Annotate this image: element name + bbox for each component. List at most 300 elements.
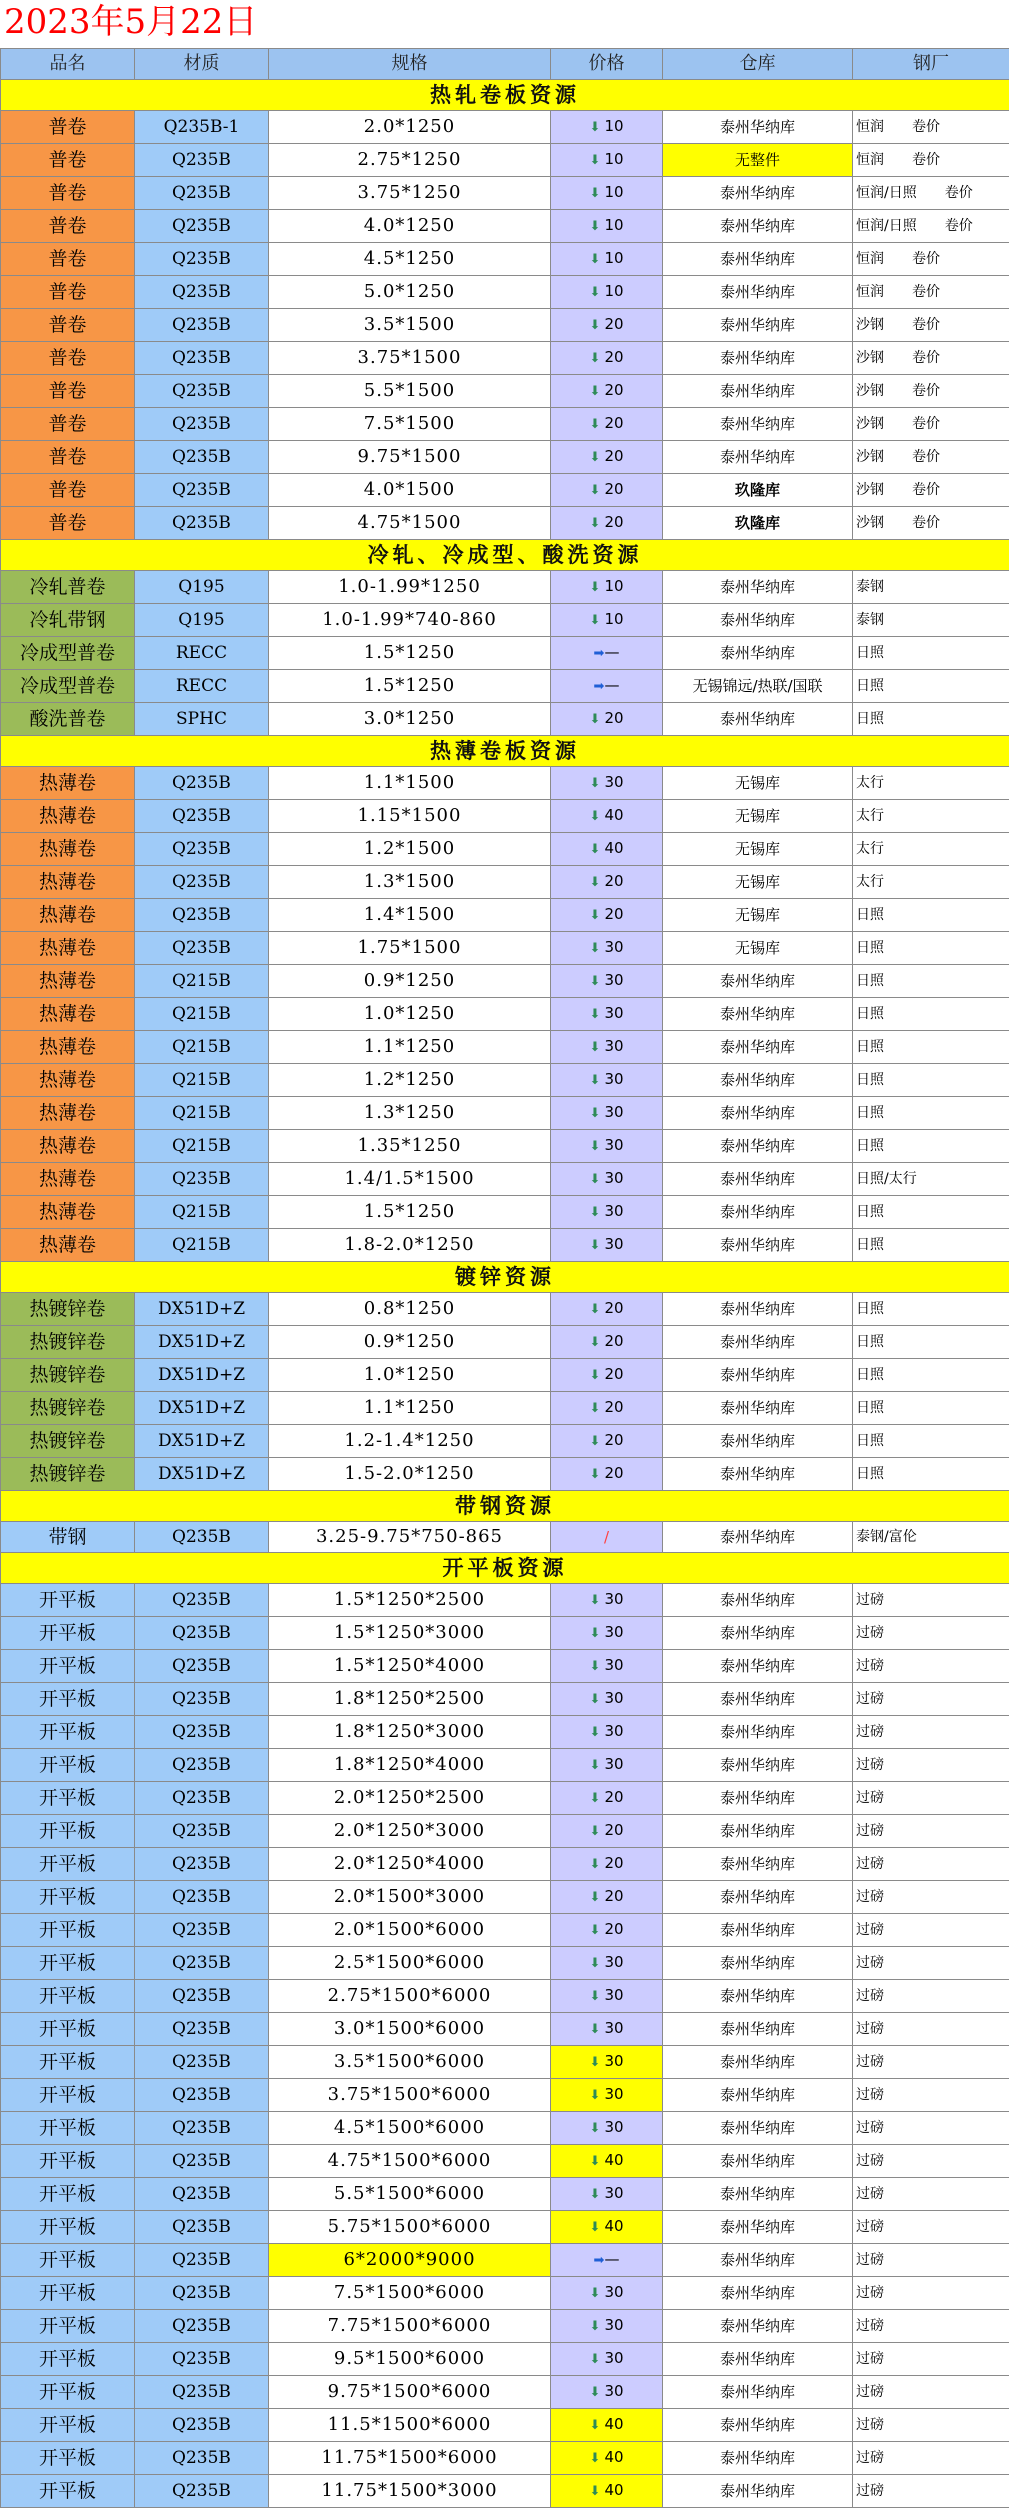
price-change-cell [551,1782,663,1815]
warehouse-cell: 泰州华纳库 [663,1425,853,1458]
warehouse-cell: 泰州华纳库 [663,1196,853,1229]
product-name-cell: 热薄卷 [1,932,135,965]
product-name-cell: 开平板 [1,2409,135,2442]
product-name-cell: 热镀锌卷 [1,1425,135,1458]
table-row [1,276,1009,309]
price-change-value: 30 [604,2052,623,2070]
spec-cell: 1.1*1500 [269,767,551,800]
table-row [1,375,1009,408]
table-row [1,1782,1009,1815]
steel-mill-cell: 日照 [853,1458,1009,1491]
price-change-cell [551,1229,663,1262]
spec-cell: 11.75*1500*6000 [269,2442,551,2475]
table-row [1,1683,1009,1716]
down-arrow-icon: ⬇ [589,941,604,956]
spec-cell: 5.75*1500*6000 [269,2211,551,2244]
warehouse-cell: 泰州华纳库 [663,2409,853,2442]
spec-cell: 2.5*1500*6000 [269,1947,551,1980]
material-cell: Q235B [135,866,269,899]
material-cell: RECC [135,637,269,670]
material-cell: Q215B [135,965,269,998]
steel-mill-cell: 日照 [853,1130,1009,1163]
material-cell: Q235B [135,1782,269,1815]
product-name-cell: 热薄卷 [1,998,135,1031]
down-arrow-icon: ⬇ [589,1626,604,1641]
price-change-cell [551,1097,663,1130]
spec-cell: 9.75*1500*6000 [269,2376,551,2409]
steel-mill-cell: 过磅 [853,2013,1009,2046]
down-arrow-icon: ⬇ [589,2451,604,2466]
table-row [1,111,1009,144]
steel-mill-cell: 沙钢 卷价 [853,474,1009,507]
price-change-value: 20 [604,1821,623,1839]
down-arrow-icon: ⬇ [589,252,604,267]
spec-cell: 1.0*1250 [269,1359,551,1392]
table-row [1,998,1009,1031]
product-name-cell: 开平板 [1,2343,135,2376]
steel-mill-cell: 过磅 [853,1584,1009,1617]
spec-cell: 2.0*1500*6000 [269,1914,551,1947]
table-row [1,932,1009,965]
down-arrow-icon: ⬇ [589,1172,604,1187]
warehouse-cell: 泰州华纳库 [663,111,853,144]
price-change-cell [551,767,663,800]
price-change-value: 30 [604,2316,623,2334]
material-cell: Q215B [135,998,269,1031]
material-cell: Q235B [135,2475,269,2508]
warehouse-cell: 泰州华纳库 [663,1064,853,1097]
spec-cell: 3.75*1500*6000 [269,2079,551,2112]
material-cell: Q235B [135,2409,269,2442]
price-change-cell [551,1584,663,1617]
spec-cell: 7.5*1500*6000 [269,2277,551,2310]
price-change-cell [551,1326,663,1359]
warehouse-cell: 泰州华纳库 [663,571,853,604]
down-arrow-icon: ⬇ [589,384,604,399]
table-row [1,2409,1009,2442]
material-cell: Q235B [135,1683,269,1716]
spec-cell: 4.0*1250 [269,210,551,243]
down-arrow-icon: ⬇ [589,1106,604,1121]
product-name-cell: 开平板 [1,2079,135,2112]
down-arrow-icon: ⬇ [589,1758,604,1773]
table-row [1,342,1009,375]
product-name-cell: 热薄卷 [1,1097,135,1130]
material-cell: Q215B [135,1130,269,1163]
price-change-cell [551,571,663,604]
price-change-value: 20 [604,513,623,531]
price-change-cell [551,637,663,670]
price-change-cell [551,1617,663,1650]
steel-mill-cell: 太行 [853,866,1009,899]
spec-cell: 1.0-1.99*740-860 [269,604,551,637]
material-cell: Q235B-1 [135,111,269,144]
table-row [1,2211,1009,2244]
table-row [1,507,1009,540]
material-cell: Q235B [135,1716,269,1749]
warehouse-cell: 泰州华纳库 [663,2310,853,2343]
steel-mill-cell: 日照 [853,965,1009,998]
table-row [1,604,1009,637]
price-change-value: 30 [604,1202,623,1220]
warehouse-cell: 泰州华纳库 [663,965,853,998]
down-arrow-icon: ⬇ [589,1791,604,1806]
warehouse-cell: 泰州华纳库 [663,2244,853,2277]
table-row [1,1881,1009,1914]
price-change-value: 30 [604,1169,623,1187]
price-change-value: 30 [604,773,623,791]
table-row [1,1617,1009,1650]
price-change-cell [551,342,663,375]
spec-cell: 3.75*1250 [269,177,551,210]
table-row [1,441,1009,474]
price-change-value: 30 [604,938,623,956]
steel-mill-cell: 恒润 卷价 [853,144,1009,177]
price-change-cell [551,2211,663,2244]
warehouse-cell: 无锡库 [663,767,853,800]
product-name-cell: 开平板 [1,1617,135,1650]
table-row [1,2145,1009,2178]
spec-cell: 2.75*1500*6000 [269,1980,551,2013]
material-cell: Q235B [135,2376,269,2409]
price-change-cell [551,177,663,210]
price-change-cell [551,2310,663,2343]
steel-mill-cell: 太行 [853,800,1009,833]
warehouse-cell: 无锡库 [663,932,853,965]
price-change-cell [551,1522,663,1553]
price-change-cell [551,670,663,703]
warehouse-cell: 泰州华纳库 [663,1914,853,1947]
product-name-cell: 开平板 [1,2310,135,2343]
product-name-cell: 普卷 [1,507,135,540]
spec-cell: 0.9*1250 [269,1326,551,1359]
steel-mill-cell: 过磅 [853,2310,1009,2343]
warehouse-cell: 泰州华纳库 [663,441,853,474]
warehouse-cell: 泰州华纳库 [663,1293,853,1326]
warehouse-cell: 泰州华纳库 [663,703,853,736]
price-change-value: 10 [604,117,623,135]
table-row [1,1914,1009,1947]
down-arrow-icon: ⬇ [589,2484,604,2499]
warehouse-cell: 泰州华纳库 [663,1130,853,1163]
warehouse-cell: 泰州华纳库 [663,1584,853,1617]
steel-mill-cell: 过磅 [853,2475,1009,2508]
warehouse-cell: 玖隆库 [663,474,853,507]
material-cell: Q235B [135,507,269,540]
material-cell: Q235B [135,2277,269,2310]
price-change-value: 10 [604,282,623,300]
header-name: 品名 [1,49,135,80]
table-row [1,1326,1009,1359]
spec-cell: 4.75*1500*6000 [269,2145,551,2178]
price-change-cell [551,604,663,637]
spec-cell: 2.75*1250 [269,144,551,177]
warehouse-cell: 无锡库 [663,833,853,866]
price-change-cell [551,932,663,965]
price-change-cell [551,441,663,474]
spec-cell: 2.0*1250*3000 [269,1815,551,1848]
price-change-value: 20 [604,1365,623,1383]
steel-mill-cell: 过磅 [853,1914,1009,1947]
steel-mill-cell: 沙钢 卷价 [853,342,1009,375]
steel-mill-cell: 过磅 [853,2244,1009,2277]
material-cell: DX51D+Z [135,1425,269,1458]
price-change-value: — [604,2250,619,2268]
warehouse-cell: 泰州华纳库 [663,1749,853,1782]
spec-cell: 1.0*1250 [269,998,551,1031]
material-cell: Q235B [135,1522,269,1553]
down-arrow-icon: ⬇ [589,1139,604,1154]
warehouse-cell: 泰州华纳库 [663,1359,853,1392]
price-change-cell [551,899,663,932]
down-arrow-icon: ⬇ [589,1692,604,1707]
warehouse-cell: 泰州华纳库 [663,2079,853,2112]
product-name-cell: 开平板 [1,2112,135,2145]
steel-mill-cell: 过磅 [853,1782,1009,1815]
price-change-value: 20 [604,905,623,923]
material-cell: Q235B [135,1914,269,1947]
price-change-cell [551,2244,663,2277]
material-cell: Q235B [135,309,269,342]
table-row [1,637,1009,670]
price-change-cell [551,2442,663,2475]
price-change-cell [551,2145,663,2178]
table-row [1,1980,1009,2013]
steel-mill-cell: 过磅 [853,1848,1009,1881]
price-change-cell [551,1293,663,1326]
table-row [1,1458,1009,1491]
price-change-value: 30 [604,1689,623,1707]
material-cell: DX51D+Z [135,1458,269,1491]
table-row [1,2244,1009,2277]
warehouse-cell: 泰州华纳库 [663,1163,853,1196]
warehouse-cell: 泰州华纳库 [663,2112,853,2145]
spec-cell: 1.5*1250*4000 [269,1650,551,1683]
steel-mill-cell: 泰钢/富伦 [853,1522,1009,1553]
material-cell: Q235B [135,2310,269,2343]
section-title-row [1,1491,1009,1522]
spec-cell: 1.5*1250 [269,1196,551,1229]
price-change-value: 30 [604,2382,623,2400]
warehouse-cell: 泰州华纳库 [663,2145,853,2178]
price-change-cell [551,507,663,540]
down-arrow-icon: ⬇ [589,417,604,432]
table-row [1,2310,1009,2343]
product-name-cell: 普卷 [1,276,135,309]
warehouse-cell: 无锡锦远/热联/国联 [663,670,853,703]
material-cell: Q235B [135,2145,269,2178]
material-cell: Q235B [135,1617,269,1650]
material-cell: Q235B [135,1749,269,1782]
price-change-value: 20 [604,709,623,727]
price-change-cell [551,2079,663,2112]
down-arrow-icon: ⬇ [589,1434,604,1449]
price-change-cell [551,2046,663,2079]
price-table [0,48,1009,2508]
spec-cell: 7.75*1500*6000 [269,2310,551,2343]
down-arrow-icon: ⬇ [589,2055,604,2070]
price-change-cell [551,210,663,243]
product-name-cell: 热薄卷 [1,1130,135,1163]
price-change-cell [551,703,663,736]
table-row [1,177,1009,210]
steel-mill-cell: 恒润/日照 卷价 [853,177,1009,210]
section-title: 带钢资源 [1,1491,1009,1522]
product-name-cell: 普卷 [1,111,135,144]
price-change-value: 40 [604,2151,623,2169]
spec-cell: 1.8-2.0*1250 [269,1229,551,1262]
price-change-value: 30 [604,1004,623,1022]
price-change-cell [551,2343,663,2376]
steel-mill-cell: 日照 [853,998,1009,1031]
table-row [1,243,1009,276]
price-change-value: 30 [604,2019,623,2037]
section-title: 热轧卷板资源 [1,80,1009,111]
down-arrow-icon: ⬇ [589,1368,604,1383]
down-arrow-icon: ⬇ [589,2220,604,2235]
material-cell: Q235B [135,210,269,243]
spec-cell: 4.0*1500 [269,474,551,507]
steel-mill-cell: 日照 [853,1425,1009,1458]
steel-mill-cell: 过磅 [853,1815,1009,1848]
product-name-cell: 开平板 [1,2211,135,2244]
material-cell: Q235B [135,767,269,800]
warehouse-cell: 泰州华纳库 [663,2376,853,2409]
steel-mill-cell: 过磅 [853,2343,1009,2376]
product-name-cell: 热镀锌卷 [1,1293,135,1326]
down-arrow-icon: ⬇ [589,1824,604,1839]
spec-cell: 4.5*1250 [269,243,551,276]
table-row [1,1947,1009,1980]
warehouse-cell: 泰州华纳库 [663,2442,853,2475]
warehouse-cell: 泰州华纳库 [663,1229,853,1262]
spec-cell: 3.5*1500 [269,309,551,342]
price-change-cell [551,1914,663,1947]
price-change-value: 30 [604,1103,623,1121]
table-row [1,1293,1009,1326]
product-name-cell: 热薄卷 [1,767,135,800]
down-arrow-icon: ⬇ [589,809,604,824]
price-change-value: 30 [604,1656,623,1674]
price-change-cell [551,1881,663,1914]
table-row [1,2079,1009,2112]
product-name-cell: 带钢 [1,1522,135,1553]
steel-mill-cell: 沙钢 卷价 [853,309,1009,342]
header-material: 材质 [135,49,269,80]
price-change-value: 40 [604,806,623,824]
warehouse-cell: 泰州华纳库 [663,276,853,309]
product-name-cell: 开平板 [1,1584,135,1617]
warehouse-cell: 泰州华纳库 [663,1815,853,1848]
price-change-cell [551,1392,663,1425]
material-cell: Q195 [135,571,269,604]
section-title-row [1,1262,1009,1293]
price-change-cell [551,1196,663,1229]
steel-mill-cell: 沙钢 卷价 [853,507,1009,540]
material-cell: Q235B [135,1980,269,2013]
spec-cell: 1.2-1.4*1250 [269,1425,551,1458]
product-name-cell: 开平板 [1,1947,135,1980]
material-cell: Q215B [135,1097,269,1130]
spec-cell: 7.5*1500 [269,408,551,441]
material-cell: Q195 [135,604,269,637]
price-change-value: 40 [604,2217,623,2235]
table-row [1,1130,1009,1163]
warehouse-cell: 泰州华纳库 [663,1782,853,1815]
steel-mill-cell: 过磅 [853,1617,1009,1650]
price-change-value: 40 [604,839,623,857]
price-change-value: 30 [604,2118,623,2136]
warehouse-cell: 泰州华纳库 [663,1650,853,1683]
price-change-value: 10 [604,150,623,168]
spec-cell: 1.5*1250 [269,670,551,703]
table-row [1,474,1009,507]
price-change-value: 20 [604,1464,623,1482]
price-change-cell [551,144,663,177]
header-spec: 规格 [269,49,551,80]
material-cell: Q235B [135,2046,269,2079]
spec-cell: 2.0*1250 [269,111,551,144]
price-change-value: 30 [604,1755,623,1773]
down-arrow-icon: ⬇ [589,483,604,498]
price-change-cell [551,1848,663,1881]
material-cell: Q215B [135,1031,269,1064]
steel-mill-cell: 过磅 [853,1683,1009,1716]
spec-cell: 1.8*1250*3000 [269,1716,551,1749]
product-name-cell: 普卷 [1,375,135,408]
price-change-value: 30 [604,2085,623,2103]
material-cell: DX51D+Z [135,1326,269,1359]
down-arrow-icon: ⬇ [589,1238,604,1253]
down-arrow-icon: ⬇ [589,712,604,727]
warehouse-cell: 无锡库 [663,866,853,899]
section-title: 冷轧、冷成型、酸洗资源 [1,540,1009,571]
table-row [1,2046,1009,2079]
price-change-cell [551,1650,663,1683]
down-arrow-icon: ⬇ [589,1467,604,1482]
steel-mill-cell: 泰钢 [853,571,1009,604]
down-arrow-icon: ⬇ [589,1040,604,1055]
table-row [1,1097,1009,1130]
price-change-value: / [604,1528,609,1546]
header-row [1,49,1009,80]
price-change-cell [551,1815,663,1848]
down-arrow-icon: ⬇ [589,186,604,201]
steel-mill-cell: 泰钢 [853,604,1009,637]
table-row [1,767,1009,800]
steel-mill-cell: 过磅 [853,1716,1009,1749]
material-cell: Q215B [135,1064,269,1097]
product-name-cell: 普卷 [1,441,135,474]
down-arrow-icon: ⬇ [589,2088,604,2103]
down-arrow-icon: ⬇ [589,580,604,595]
steel-mill-cell: 过磅 [853,2277,1009,2310]
product-name-cell: 热薄卷 [1,833,135,866]
warehouse-cell: 泰州华纳库 [663,1683,853,1716]
price-change-value: 20 [604,480,623,498]
steel-mill-cell: 过磅 [853,1881,1009,1914]
warehouse-cell: 泰州华纳库 [663,637,853,670]
warehouse-cell: 泰州华纳库 [663,1848,853,1881]
price-change-value: 30 [604,1070,623,1088]
table-row [1,2343,1009,2376]
down-arrow-icon: ⬇ [589,1890,604,1905]
header-mill: 钢厂 [853,49,1009,80]
warehouse-cell: 泰州华纳库 [663,375,853,408]
price-change-value: 40 [604,2415,623,2433]
warehouse-cell: 泰州华纳库 [663,1980,853,2013]
spec-cell: 1.75*1500 [269,932,551,965]
